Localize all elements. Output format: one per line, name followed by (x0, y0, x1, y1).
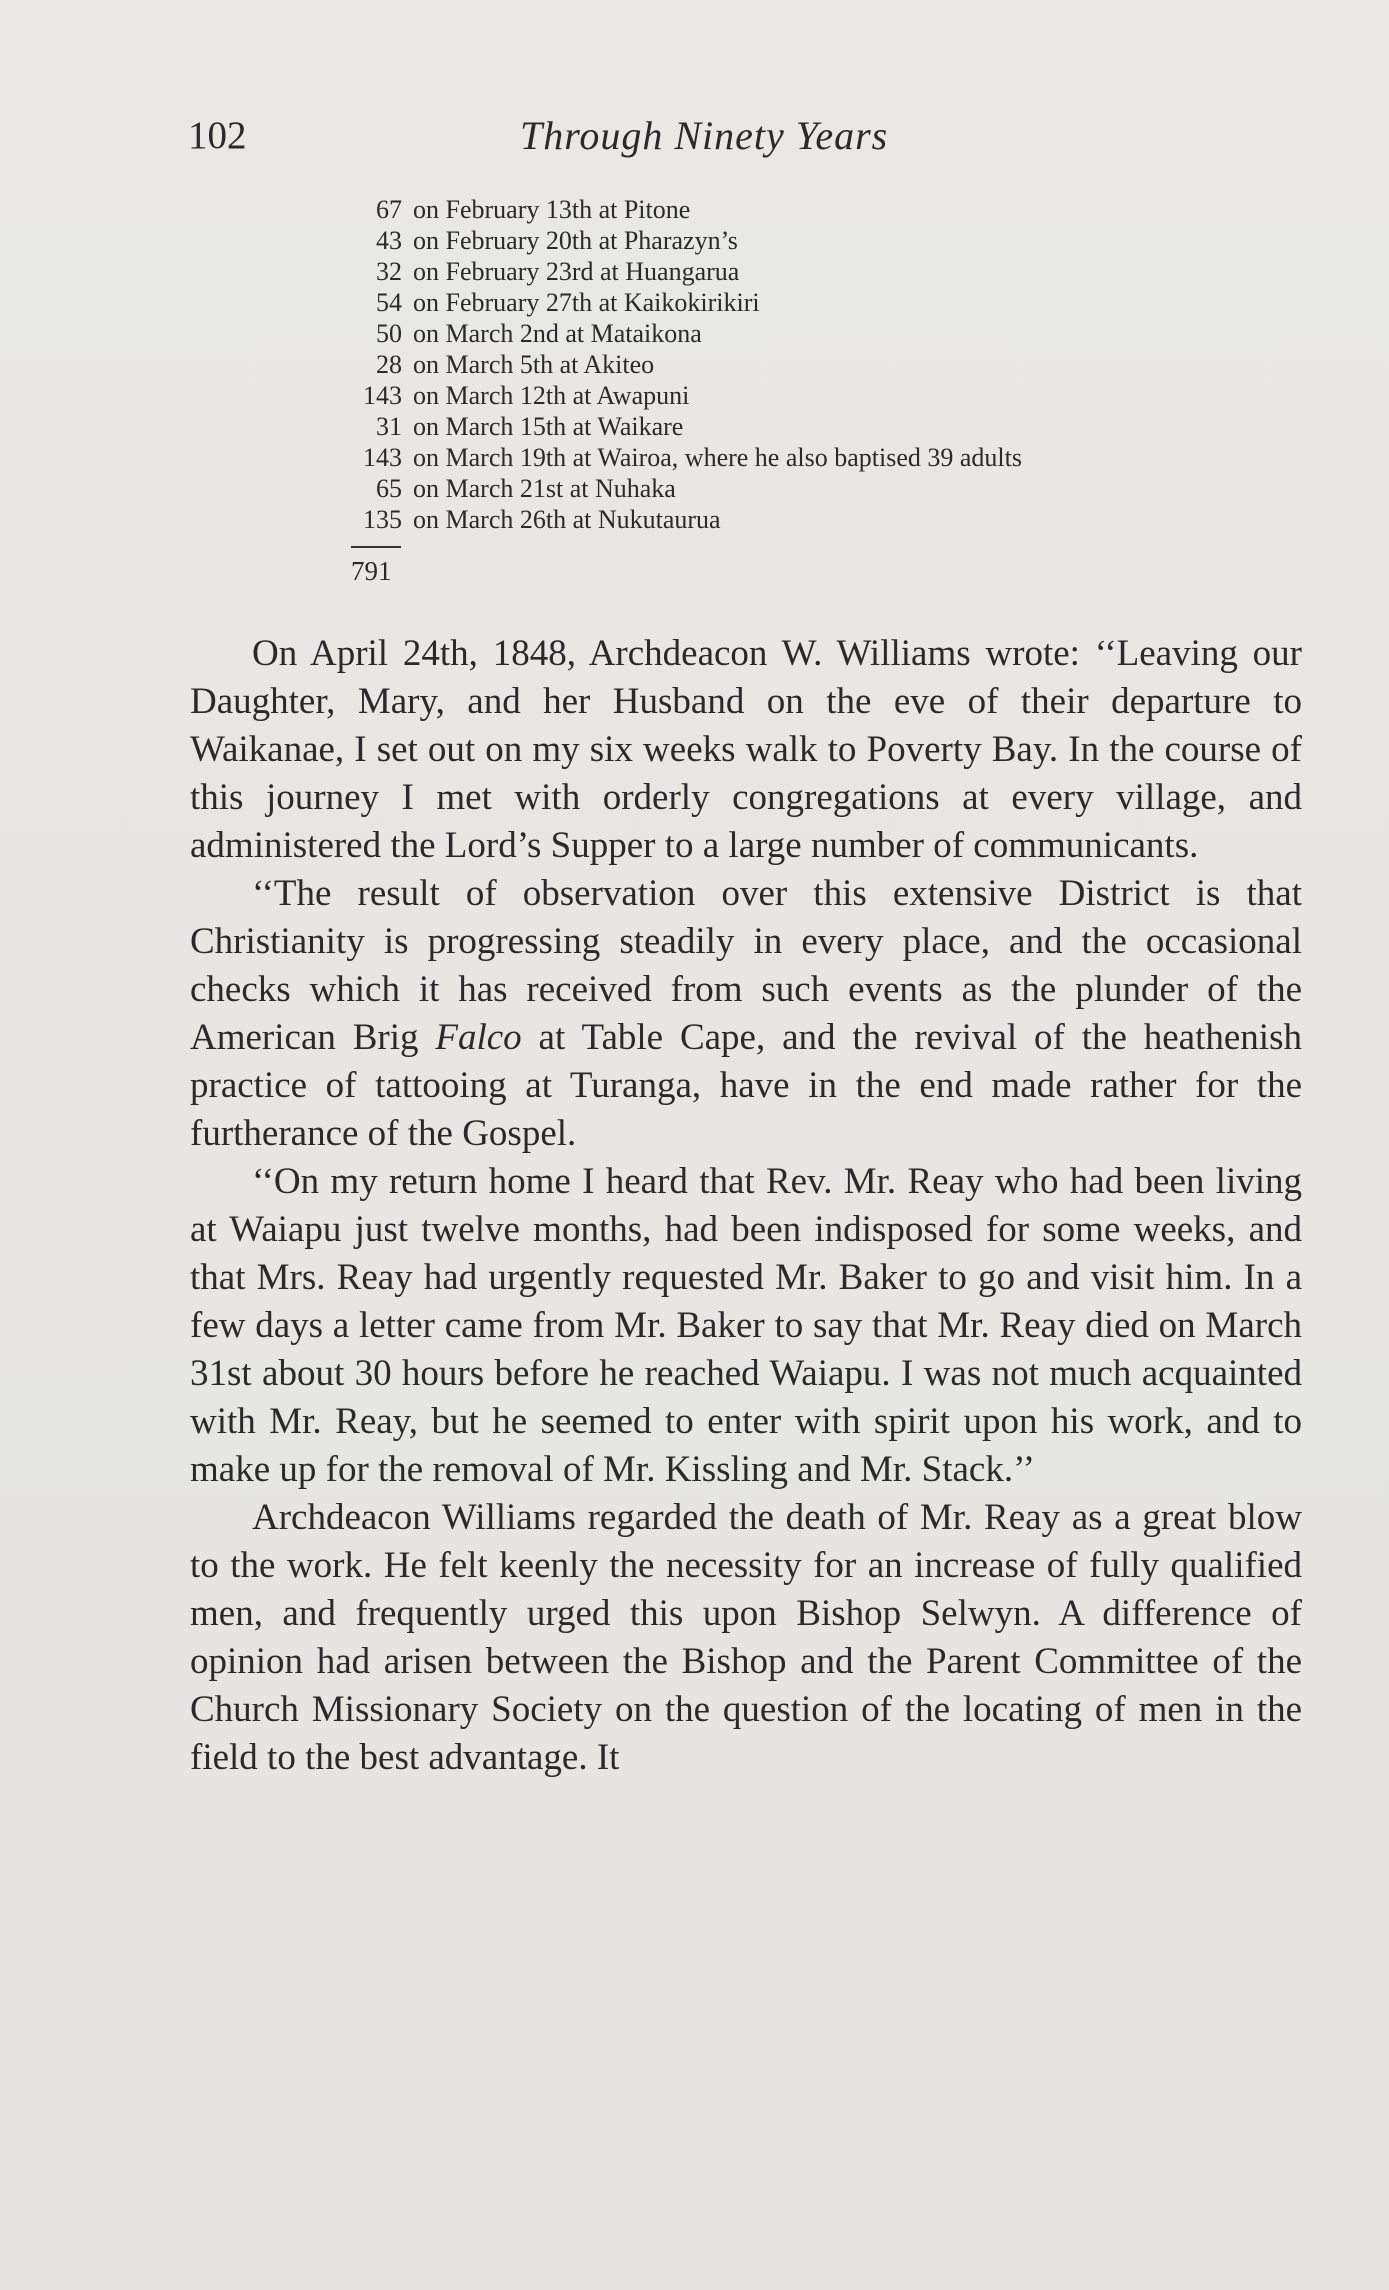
body-text (190, 630, 1302, 1782)
tally-description: on March 5th at Akiteo (413, 350, 655, 379)
tally-description: on March 26th at Nukutaurua (413, 505, 721, 534)
tally-row (348, 194, 1308, 225)
tally-description: on March 15th at Waikare (413, 412, 684, 441)
tally-row (348, 256, 1308, 287)
tally-row (348, 504, 1308, 535)
tally-row (348, 442, 1308, 473)
tally-count: 31 (376, 412, 402, 441)
tally-description: on March 19th at Wairoa, where he also baptised 39 adults (413, 443, 1022, 472)
tally-description: on February 20th at Pharazyn’s (413, 226, 738, 255)
tally-description: on March 12th at Awapuni (413, 381, 690, 410)
tally-count: 67 (376, 195, 402, 224)
running-title: Through Ninety Years (520, 113, 889, 158)
tally-count: 143 (363, 443, 402, 472)
paragraph-observation (190, 870, 1302, 1158)
tally-count: 65 (376, 474, 402, 503)
paragraph-archdeacon-regard: Archdeacon Williams regarded the death of Mr. Reay as a great blow to the work. He felt keenly the necessity for an increase of fully qualified men, and frequently urged this upon Bishop Selwyn. A difference of opinion had arisen between the Bishop and the Parent Committee of the Church Missionary Society on the question of the locating of men in the field to the best advantage. It (190, 1497, 1302, 1778)
tally-row (348, 318, 1308, 349)
tally-row (348, 473, 1308, 504)
tally-count: 43 (376, 226, 402, 255)
tally-row (348, 287, 1308, 318)
tally-row (348, 349, 1308, 380)
communicants-tally (348, 194, 1308, 590)
tally-count: 28 (376, 350, 402, 379)
tally-row (348, 225, 1308, 256)
sum-rule (351, 546, 401, 548)
tally-count: 135 (363, 505, 402, 534)
tally-count: 54 (376, 288, 402, 317)
tally-count: 143 (363, 381, 402, 410)
paragraph-reay-death: ‘‘On my return home I heard that Rev. Mr. Reay who had been living at Waiapu just twelve months, had been indisposed for some weeks, and that Mrs. Reay had urgently requested Mr. Baker to go and visit him. In a few days a letter came from Mr. Baker to say that Mr. Reay died on March 31st about 30 hours before he reached Waiapu. I was not much acquainted with Mr. Reay, but he seemed to enter with spirit upon his work, and to make up for the removal of Mr. Kissling and Mr. Stack.’’ (190, 1161, 1302, 1490)
tally-description: on February 27th at Kaikokirikiri (413, 288, 760, 317)
tally-description: on March 21st at Nuhaka (413, 474, 676, 503)
tally-count: 50 (376, 319, 402, 348)
paragraph-observation-text-end: at Table Cape, and the revival of the heathenish practice of tattooing at Turanga, have in the end made rather for the furtherance of the Gospel. (190, 1017, 1302, 1154)
tally-row (348, 411, 1308, 442)
paragraph-letter-opening: On April 24th, 1848, Archdeacon W. Williams wrote: ‘‘Leaving our Daughter, Mary, and her Husband on the eve of their departure to Waikanae, I set out on my six weeks walk to Poverty Bay. In the course of this journey I met with orderly congregations at every village, and administered the Lord’s Supper to a large number of communicants. (190, 633, 1302, 866)
tally-description: on February 23rd at Huangarua (413, 257, 740, 286)
page-header (188, 108, 1308, 164)
page-number: 102 (188, 114, 247, 157)
tally-total: 791 (351, 556, 392, 586)
tally-row (348, 380, 1308, 411)
paragraph-observation-text: ‘‘The result of observation over this extensive District is that Christianity is progressing steadily in every place, and the occasional checks which it has received from such events as the plunder of the American Brig (190, 873, 1302, 1058)
tally-description: on March 2nd at Mataikona (413, 319, 702, 348)
ship-name: Falco (435, 1017, 522, 1058)
tally-description: on February 13th at Pitone (413, 195, 691, 224)
tally-count: 32 (376, 257, 402, 286)
